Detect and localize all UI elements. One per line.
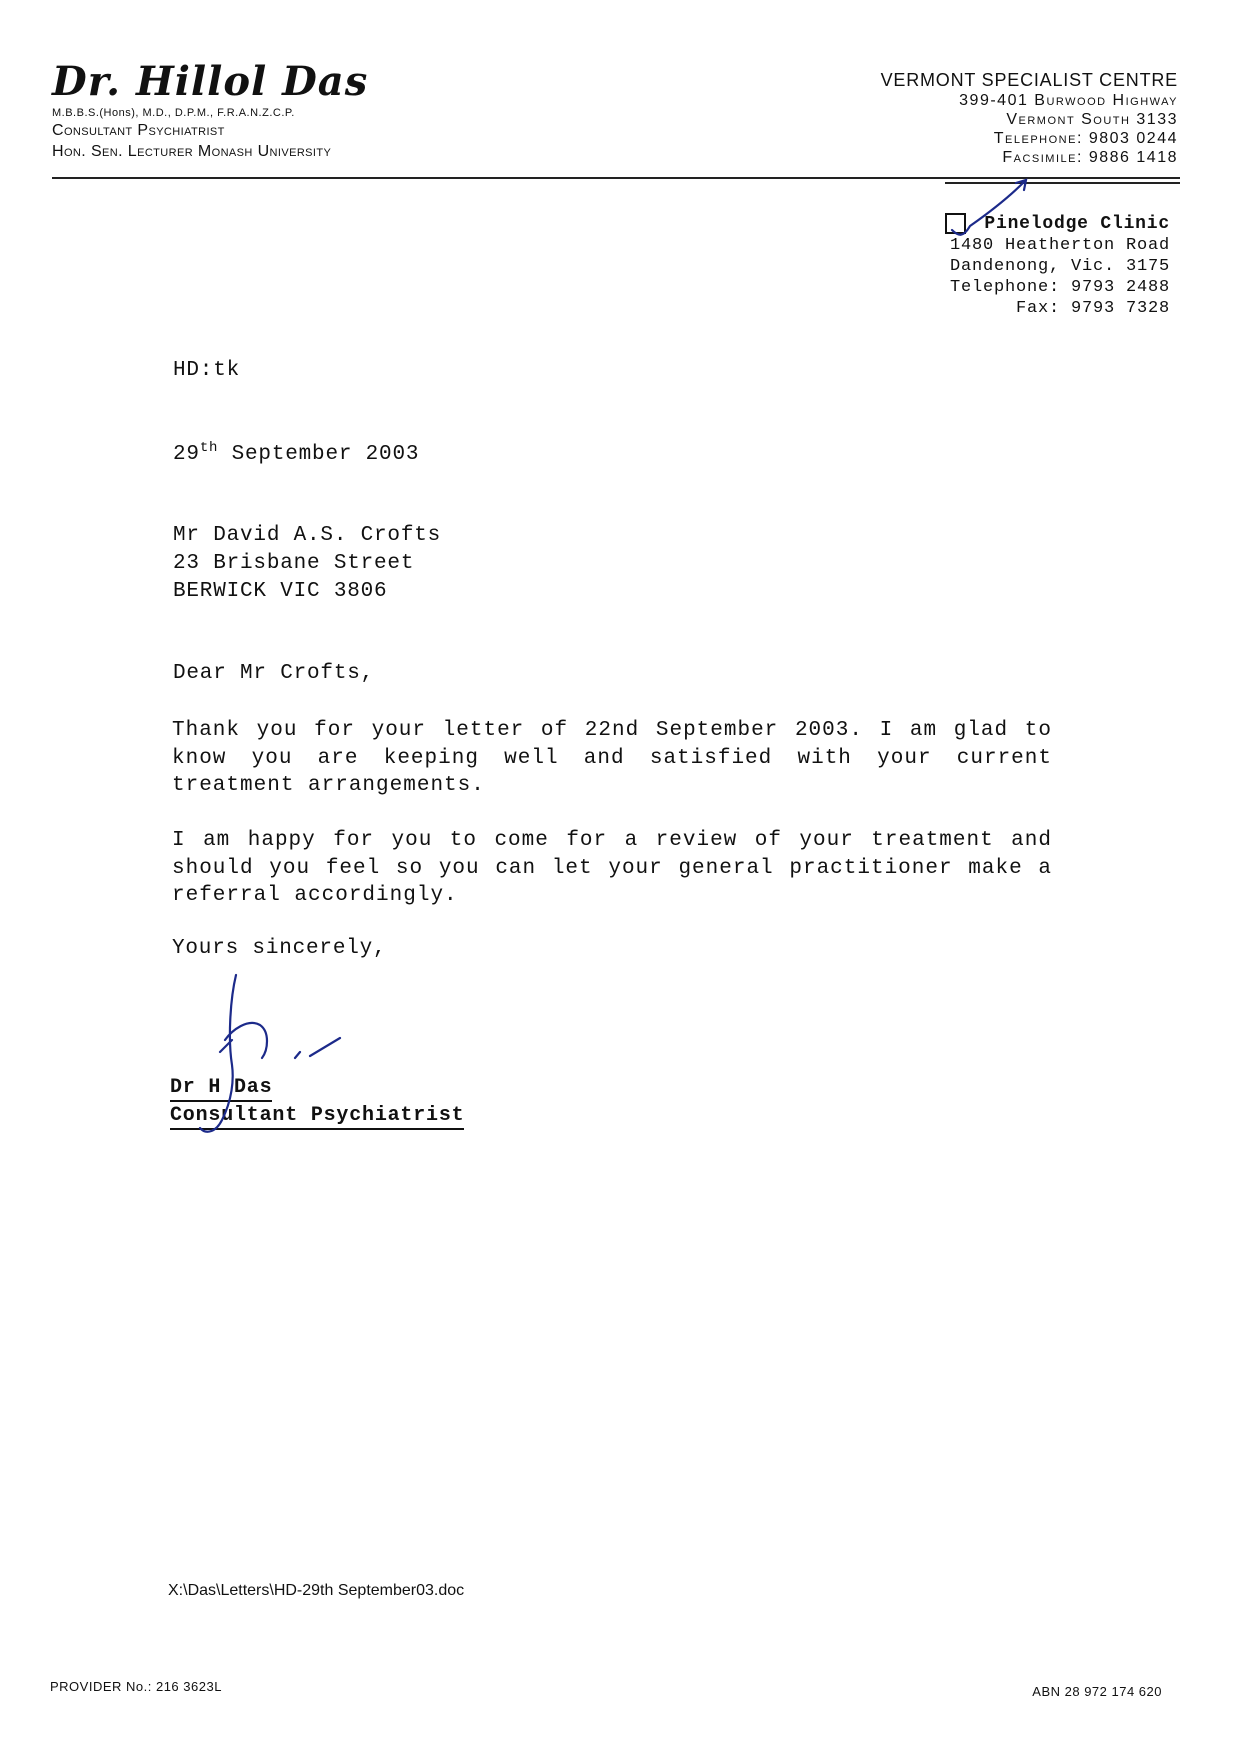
abn-number: ABN 28 972 174 620 [1032, 1684, 1162, 1699]
closing: Yours sincerely, [172, 937, 387, 960]
signatory-title: Consultant Psychiatrist [170, 1104, 464, 1130]
doctor-name: Dr. Hillol Das [52, 58, 369, 105]
body-paragraph-2: I am happy for you to come for a review of your treatment and should you feel so you can let your general practitioner make a referral accordingly. [172, 829, 1052, 907]
clinic-fax: Fax: 9793 7328 [1015, 299, 1170, 318]
body-paragraph-1: Thank you for your letter of 22nd September 2003. I am glad to know you are keeping well and satisfied with your current treatment arrangements. [172, 719, 1052, 797]
clinic-name: Pinelodge Clinic [984, 214, 1170, 234]
date-day: 29 [173, 443, 200, 466]
clinic-address-line1: 1480 Heatherton Road [949, 236, 1170, 255]
provider-number: PROVIDER No.: 216 3623L [50, 1679, 222, 1694]
recipient-street: 23 Brisbane Street [173, 552, 415, 575]
centre-name: VERMONT SPECIALIST CENTRE [880, 70, 1178, 90]
letterhead-divider [52, 177, 1180, 179]
clinic-divider [945, 182, 1180, 184]
date-month-year: September 2003 [231, 443, 420, 466]
clinic-address-block [950, 214, 1170, 319]
letter-date [173, 440, 419, 466]
centre-phone: Telephone: 9803 0244 [993, 130, 1178, 147]
signatory-name: Dr H Das [170, 1076, 272, 1102]
clinic-address-line2: Dandenong, Vic. 3175 [949, 257, 1170, 276]
letter-reference: HD:tk [173, 359, 241, 382]
salutation: Dear Mr Crofts, [173, 662, 375, 685]
doctor-title: Consultant Psychiatrist [52, 122, 225, 139]
centre-address-line1: 399-401 Burwood Highway [959, 92, 1178, 109]
centre-fax: Facsimile: 9886 1418 [1002, 149, 1178, 166]
doctor-qualifications: M.B.B.S.(Hons), M.D., D.P.M., F.R.A.N.Z.C.P. [52, 107, 295, 119]
clinic-phone: Telephone: 9793 2488 [949, 278, 1170, 297]
recipient-name: Mr David A.S. Crofts [173, 524, 442, 547]
doctor-lecturer-title: Hon. Sen. Lecturer Monash University [52, 143, 332, 160]
date-suffix: th [199, 440, 219, 456]
recipient-city: BERWICK VIC 3806 [173, 580, 388, 603]
centre-address-line2: Vermont South 3133 [1006, 111, 1178, 128]
file-path: X:\Das\Letters\HD-29th September03.doc [168, 1582, 465, 1599]
signatory-name-wrap [170, 1076, 272, 1102]
signatory-title-wrap [170, 1104, 464, 1130]
